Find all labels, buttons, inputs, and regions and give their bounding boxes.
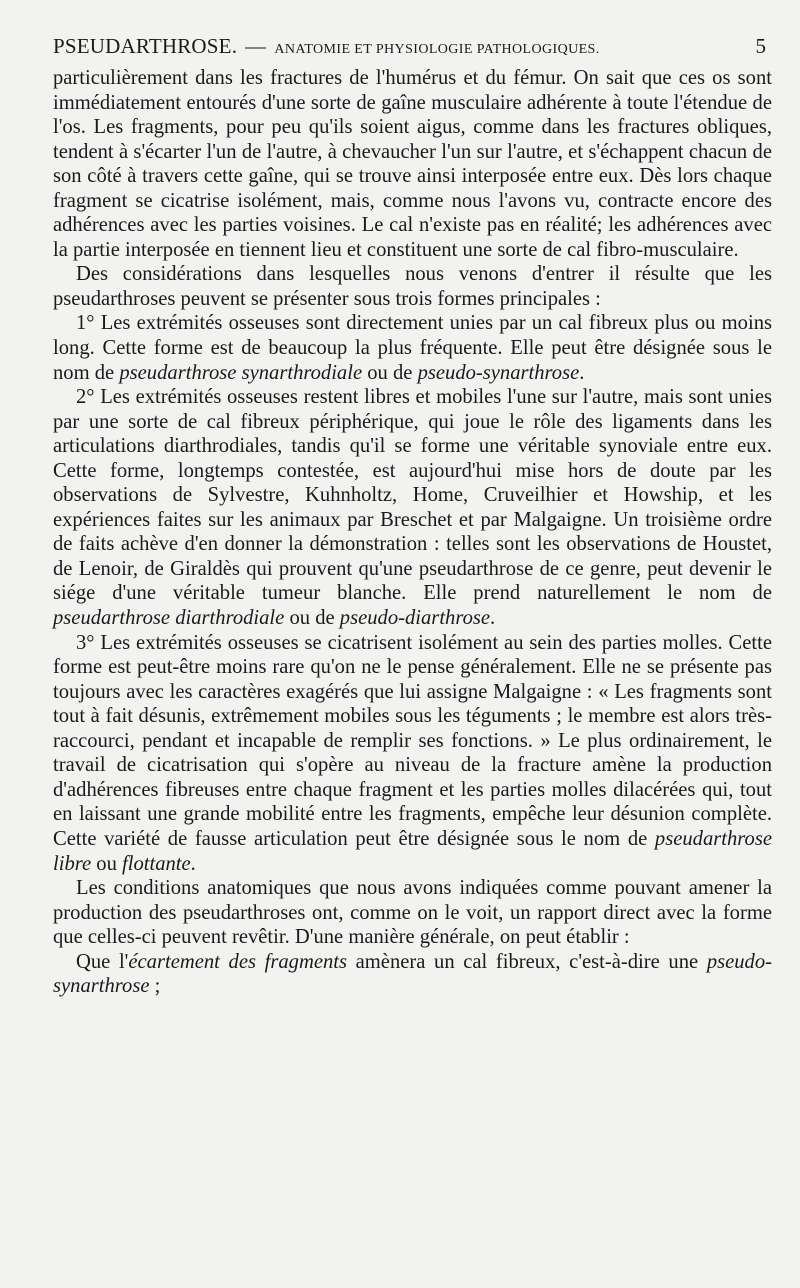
text-run: Que l': [76, 950, 129, 973]
paragraph: [53, 631, 772, 876]
paragraph: [53, 950, 772, 999]
text-run: ou de: [362, 361, 418, 384]
italic-term: pseudarthrose synarthrodiale: [119, 361, 363, 384]
page-number: 5: [755, 34, 766, 58]
page-header: [53, 34, 772, 66]
text-run: Des considérations dans lesquelles nous venons d'entrer il résulte que les pseudarthroses peuvent se présenter sous trois formes principales :: [53, 263, 772, 310]
running-head: [53, 34, 600, 59]
paragraph: [53, 66, 772, 262]
text-run: Les conditions anatomiques que nous avons indiquées comme pouvant amener la production des pseudarthroses ont, comme on le voit, un rapport direct avec la forme que celles-ci peuvent revêtir. D'une manière générale, on peut établir :: [53, 877, 772, 949]
italic-term: pseudarthrose libre: [53, 827, 772, 875]
text-run: amènera un cal fibreux, c'est-à-dire une: [347, 950, 707, 973]
italic-term: pseudarthrose diarthrodiale: [53, 607, 285, 630]
italic-term: pseudo-synarthrose: [417, 361, 580, 384]
italic-term: pseudo-diarthrose: [339, 607, 491, 630]
text-run: particulièrement dans les fractures de l'humérus et du fémur. On sait que ces os sont immédiatement entourés d'une sorte de gaîne musculaire adhérente à toute l'étendue de l'os. Les fragments, pour peu qu'ils soient aigus, comme dans les fractures obliques, tendent à s'écarter l'un de l'autre, à chevaucher l'un sur l'autre, et s'échappent chacun de son côté à travers cette gaîne, qui se trouve ainsi interposée entre eux. Dès lors chaque fragment se cicatrise isolément, mais, comme nous l'avons vu, contracte encore des adhérences avec les parties voisines. Le cal n'existe pas en réalité; les adhérences avec la partie interposée en tiennent lieu et constituent une sorte de cal fibro-musculaire.: [53, 67, 772, 261]
text-run: .: [190, 852, 196, 875]
text-run: ou de: [284, 607, 340, 630]
running-subtitle: ANATOMIE ET PHYSIOLOGIE PATHOLOGIQUES.: [274, 42, 600, 57]
italic-term: écartement des fragments: [128, 950, 347, 973]
paragraph: [53, 262, 772, 311]
text-run: .: [579, 361, 585, 384]
italic-term: pseudo-synarthrose: [53, 950, 773, 998]
body-text: [53, 66, 772, 999]
text-run: ;: [149, 975, 161, 998]
italic-term: flottante: [122, 852, 191, 875]
paragraph: [53, 385, 772, 630]
header-dash: —: [245, 34, 267, 58]
running-title: PSEUDARTHROSE.: [53, 34, 238, 58]
text-run: 1° Les extrémités osseuses sont directement unies par un cal fibreux plus ou moins long. Cette forme est de beaucoup la plus fréquente. Elle peut être désignée sous le nom de: [53, 312, 772, 384]
paragraph: [53, 311, 772, 385]
text-run: .: [490, 607, 496, 630]
paragraph: [53, 876, 772, 950]
text-run: 2° Les extrémités osseuses restent libres et mobiles l'une sur l'autre, mais sont unies par une sorte de cal fibreux périphérique, qui joue le rôle des ligaments dans les articulations diarthrodiales, tandis qu'il se forme une véritable synoviale entre eux. Cette forme, longtemps contestée, est aujourd'hui mise hors de doute par les observations de Sylvestre, Kuhnholtz, Home, Cruveilhier et Howship, et les expériences faites sur les animaux par Breschet et par Malgaigne. Un troisième ordre de faits achève d'en donner la démonstration : telles sont les observations de Houstet, de Lenoir, de Giraldès qui prouvent qu'une pseudarthrose de ce genre, peut devenir le siége d'une véritable tumeur blanche. Elle prend naturellement le nom de: [53, 386, 772, 605]
text-run: ou: [91, 852, 123, 875]
text-run: 3° Les extrémités osseuses se cicatrisent isolément au sein des parties molles. Cette forme est peut-être moins rare qu'on ne le pense généralement. Elle ne se présente pas toujours avec les caractères exagérés que lui assigne Malgaigne : « Les fragments sont tout à fait désunis, extrêmement mobiles sous les téguments ; le membre est alors très-raccourci, pendant et incapable de remplir ses fonctions. » Le plus ordinairement, le travail de cicatrisation qui s'opère au niveau de la fracture amène la production d'adhérences fibreuses entre chaque fragment et les parties molles dilacérées qui, tout en laissant une grande mobilité entre les fragments, empêche leur désunion complète. Cette variété de fausse articulation peut être désignée sous le nom de: [53, 631, 772, 850]
